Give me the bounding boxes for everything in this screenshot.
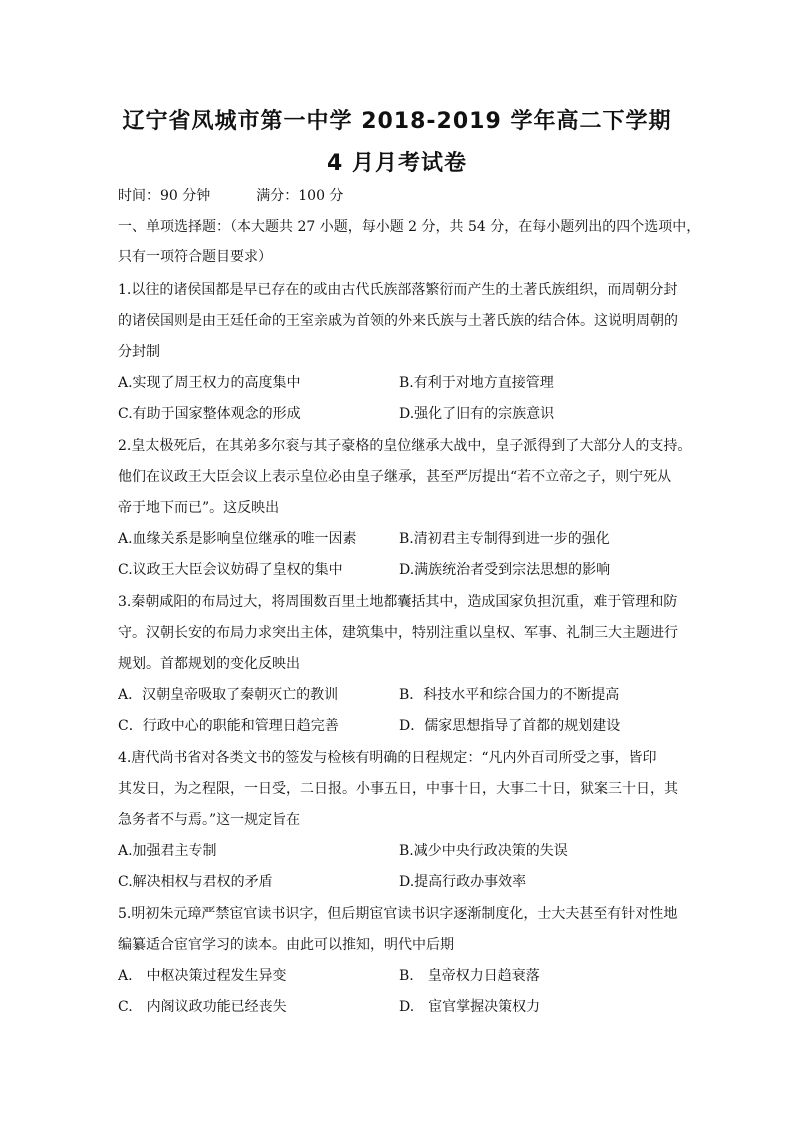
question-4-option-d[interactable]: D.提高行政办事效率: [399, 874, 527, 890]
question-5-option-a[interactable]: A. 中枢决策过程发生异变: [118, 968, 287, 984]
question-4-line2: 其发日，为之程限，一日受，二日报。小事五日，中事十日，大事二十日，狱案三十日，其: [118, 781, 678, 797]
exam-title: 辽宁省凤城市第一中学 2018-2019 学年高二下学期: [122, 109, 672, 134]
question-5-option-d[interactable]: D. 宦官掌握决策权力: [399, 999, 541, 1015]
question-5-line1: 5.明初朱元璋严禁宦官读书识字，但后期宦官读书识字逐渐制度化，士大夫甚至有针对性地: [118, 906, 678, 922]
question-2-line2: 他们在议政王大臣会议上表示皇位必由皇子继承，甚至严厉提出“若不立帝之子，则宁死从: [118, 469, 672, 485]
question-1-line3: 分封制: [118, 344, 160, 360]
question-4-option-c[interactable]: C.解决相权与君权的矛盾: [118, 874, 273, 890]
question-4-line1: 4.唐代尚书省对各类文书的签发与检核有明确的日程规定：“凡内外百司所受之事，皆印: [118, 750, 657, 766]
section-instruction-line2: 只有一项符合题目要求）: [118, 249, 272, 265]
question-1-option-a[interactable]: A.实现了周王权力的高度集中: [118, 375, 301, 391]
question-2-option-c[interactable]: C.议政王大臣会议妨碍了皇权的集中: [118, 562, 343, 578]
total-score: 满分：100 分: [256, 188, 344, 204]
question-5-option-c[interactable]: C. 内阁议政功能已经丧失: [118, 999, 287, 1015]
question-4-option-a[interactable]: A.加强君主专制: [118, 843, 217, 859]
question-2-option-b[interactable]: B.清初君主专制得到进一步的强化: [399, 531, 610, 547]
question-3-option-b[interactable]: B．科技水平和综合国力的不断提高: [399, 687, 620, 703]
section-instruction-line1: 一、单项选择题：（本大题共 27 小题，每小题 2 分，共 54 分，在每小题列出的四个选项中，: [118, 219, 701, 235]
time-limit: 时间：90 分钟: [118, 188, 211, 204]
question-2-option-d[interactable]: D.满族统治者受到宗法思想的影响: [399, 562, 611, 578]
question-3-line3: 规划。首都规划的变化反映出: [118, 656, 300, 672]
question-4-option-b[interactable]: B.减少中央行政决策的失误: [399, 843, 568, 859]
question-1-line1: 1.以往的诸侯国都是早已存在的或由古代氏族部落繁衍而产生的土著氏族组织，而周朝分封: [118, 282, 678, 298]
question-2-line3: 帝于地下而已”。这反映出: [118, 500, 280, 516]
question-3-option-d[interactable]: D．儒家思想指导了首都的规划建设: [399, 718, 621, 734]
question-2-line1: 2.皇太极死后，在其弟多尔衮与其子豪格的皇位继承大战中，皇子派得到了大部分人的支持。: [118, 438, 692, 454]
question-1-option-c[interactable]: C.有助于国家整体观念的形成: [118, 406, 301, 422]
question-1-option-b[interactable]: B.有利于对地方直接管理: [399, 375, 554, 391]
question-4-line3: 急务者不与焉。”这一规定旨在: [118, 812, 301, 828]
question-1-option-d[interactable]: D.强化了旧有的宗族意识: [399, 406, 555, 422]
exam-subtitle: 4 月月考试卷: [327, 151, 467, 176]
question-5-line2: 编纂适合宦官学习的读本。由此可以推知，明代中后期: [118, 937, 454, 953]
question-5-option-b[interactable]: B. 皇帝权力日趋衰落: [399, 968, 540, 984]
question-3-option-c[interactable]: C．行政中心的职能和管理日趋完善: [118, 718, 339, 734]
exam-info: [118, 186, 678, 206]
question-3-line1: 3.秦朝咸阳的布局过大，将周围数百里土地都囊括其中，造成国家负担沉重，难于管理和防: [118, 594, 678, 610]
question-3-line2: 守。汉朝长安的布局力求突出主体，建筑集中，特别注重以皇权、军事、礼制三大主题进行: [118, 625, 678, 641]
question-3-option-a[interactable]: A．汉朝皇帝吸取了秦朝灭亡的教训: [118, 687, 339, 703]
question-2-option-a[interactable]: A.血缘关系是影响皇位继承的唯一因素: [118, 531, 357, 547]
question-1-line2: 的诸侯国则是由王廷任命的王室亲戚为首领的外来氏族与土著氏族的结合体。这说明周朝的: [118, 313, 678, 329]
